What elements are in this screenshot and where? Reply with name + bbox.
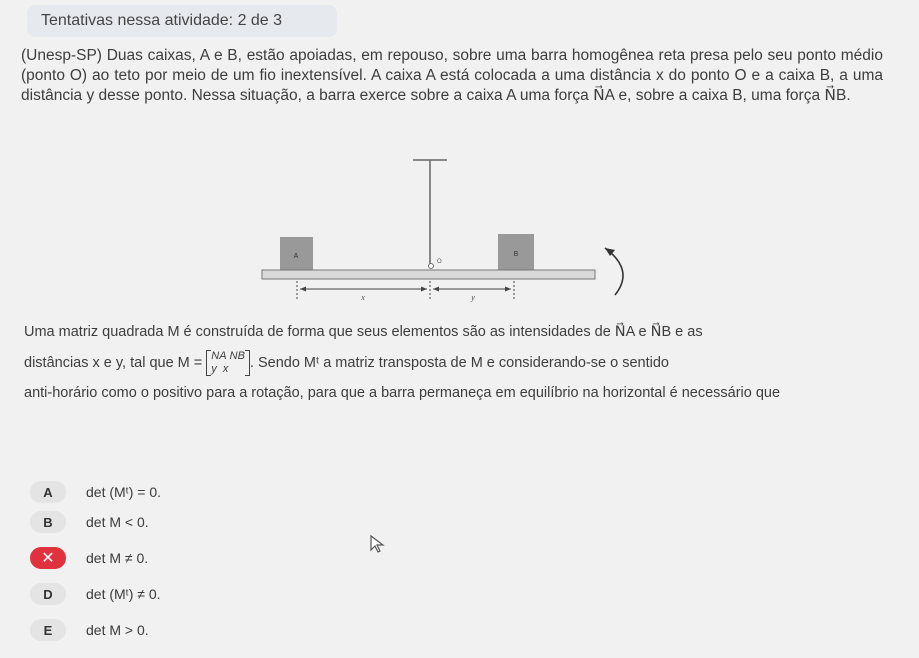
option-e[interactable]	[30, 616, 430, 644]
dist-y-label: y	[471, 293, 475, 302]
option-d[interactable]	[30, 580, 430, 608]
question-line-3: anti-horário como o positivo para a rotação, para que a barra permaneça em equilíbrio na horizontal é necessário que	[24, 385, 781, 401]
option-c-text: det M ≠ 0.	[86, 550, 149, 566]
option-d-text: det (Mᵗ) ≠ 0.	[86, 586, 161, 602]
dist-x-label: x	[361, 293, 365, 302]
option-b[interactable]	[30, 508, 430, 536]
option-e-text: det M > 0.	[86, 622, 149, 638]
question-line-1: Uma matriz quadrada M é construída de forma que seus elementos são as intensidades de N⃗A e N⃗B e as	[24, 324, 703, 340]
option-a-letter: A	[30, 481, 66, 503]
mouse-pointer-icon	[369, 534, 387, 554]
question-intro: (Unesp-SP) Duas caixas, A e B, estão apoiadas, em repouso, sobre uma barra homogênea reta presa pelo seu ponto médio (ponto O) ao teto por meio de um fio inextensível. A caixa A está colocada a uma distância x do ponto O e a caixa B, a uma distância y desse ponto. Nessa situação, a barra exerce sobre a caixa A uma força N⃗A e, sobre a caixa B, uma força N⃗B.	[21, 47, 883, 104]
attempts-banner: Tentativas nessa atividade: 2 de 3	[27, 5, 337, 37]
bar	[262, 270, 595, 279]
option-b-letter: B	[30, 511, 66, 533]
option-d-letter: D	[30, 583, 66, 605]
wrong-answer-icon: ✕	[30, 547, 66, 569]
question-body	[24, 322, 886, 411]
option-a[interactable]	[30, 478, 430, 506]
box-b-label: B	[513, 251, 519, 258]
option-a-text: det (Mᵗ) = 0.	[86, 484, 162, 500]
question-line-2: distâncias x e y, tal que M = NA NB y x . Sendo Mᵗ a matriz transposta de M e considerando-se o sentido	[24, 350, 669, 375]
physics-figure	[250, 150, 660, 310]
matrix-m: NA NB y x	[206, 350, 250, 376]
rotation-arrow	[605, 248, 623, 295]
point-o	[429, 264, 434, 269]
box-a-label: A	[293, 253, 299, 260]
option-b-text: det M < 0.	[86, 514, 149, 530]
option-e-letter: E	[30, 619, 66, 641]
point-o-label: O	[437, 259, 442, 265]
